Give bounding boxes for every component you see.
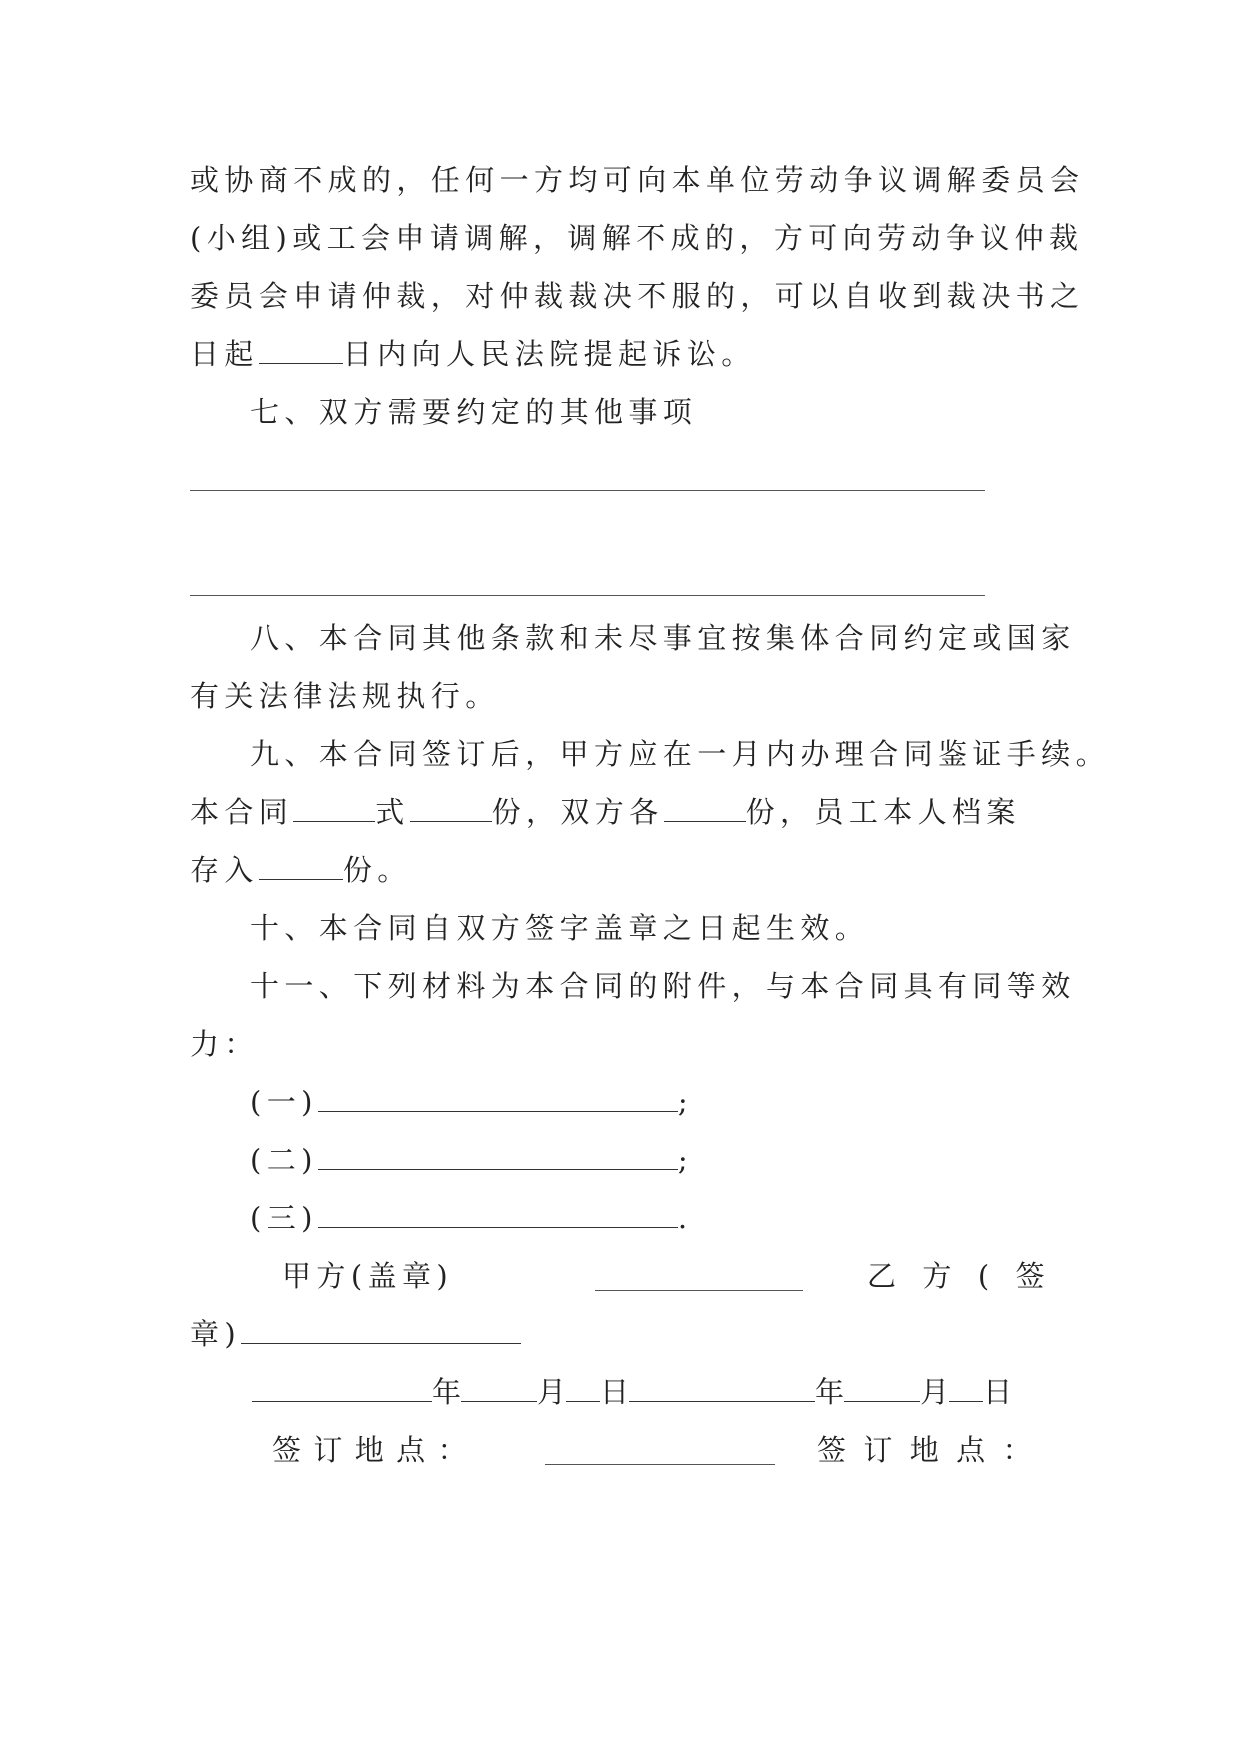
- char: 地: [909, 1433, 945, 1467]
- party-b-sign-blank[interactable]: [241, 1315, 521, 1344]
- char: 地: [354, 1433, 390, 1467]
- item-label: (三): [250, 1201, 318, 1235]
- party-a-label: [282, 1256, 454, 1296]
- days-blank[interactable]: [259, 335, 343, 364]
- paragraph-line: 九、本合同签订后，甲方应在一月内办理合同鉴证手续。: [250, 737, 1111, 771]
- section-heading: 七、双方需要约定的其他事项: [250, 395, 698, 429]
- year-blank[interactable]: [252, 1373, 432, 1402]
- copies-blank[interactable]: [410, 793, 492, 822]
- date-line: [252, 1372, 1012, 1412]
- day-blank[interactable]: [566, 1373, 600, 1402]
- paragraph-line: 委员会申请仲裁，对仲裁裁决不服的，可以自收到裁决书之: [190, 279, 1085, 313]
- day-blank[interactable]: [949, 1373, 983, 1402]
- text-segment: 份。: [342, 853, 412, 887]
- text-segment: 式: [375, 795, 410, 829]
- item-end: ;: [677, 1143, 693, 1177]
- month-label: 月: [537, 1375, 567, 1409]
- paragraph-line: (小组)或工会申请调解，调解不成的，方可向劳动争议仲裁: [190, 221, 1084, 255]
- char: (: [350, 1259, 368, 1293]
- attachment-item: [250, 1198, 692, 1238]
- char: 乙: [867, 1259, 902, 1293]
- attachment-item: [250, 1082, 693, 1122]
- text-segment: 份，双方各: [491, 795, 664, 829]
- char: 甲: [282, 1259, 317, 1293]
- paragraph-line: [190, 334, 756, 374]
- paragraph-line: 十、本合同自双方签字盖章之日起生效。: [250, 911, 870, 945]
- year-label: 年: [432, 1375, 462, 1409]
- copies-blank[interactable]: [293, 793, 375, 822]
- char: 订: [863, 1433, 898, 1467]
- char: 盖: [367, 1259, 402, 1293]
- month-blank[interactable]: [461, 1373, 537, 1402]
- char: 签: [272, 1433, 307, 1467]
- char: 章: [401, 1259, 437, 1293]
- signing-place-blank[interactable]: [545, 1464, 775, 1465]
- text-segment: 日起: [190, 337, 259, 371]
- paragraph-line: 十一、下列材料为本合同的附件，与本合同具有同等效: [250, 969, 1076, 1003]
- item-label: (一): [250, 1085, 318, 1119]
- char: 方: [316, 1259, 351, 1293]
- char: 订: [313, 1433, 348, 1467]
- char: ：: [1002, 1433, 1037, 1467]
- char: 签: [1015, 1259, 1050, 1293]
- year-blank[interactable]: [629, 1373, 815, 1402]
- signing-place-label: [817, 1430, 1037, 1470]
- item-label: (二): [250, 1143, 318, 1177]
- paragraph-line: 有关法律法规执行。: [190, 679, 500, 713]
- copies-blank[interactable]: [259, 851, 343, 880]
- char: (: [977, 1259, 995, 1293]
- attachment-blank[interactable]: [318, 1199, 678, 1228]
- item-end: .: [677, 1201, 693, 1235]
- text-segment: 存入: [190, 853, 259, 887]
- month-label: 月: [920, 1375, 950, 1409]
- attachment-blank[interactable]: [318, 1083, 678, 1112]
- paragraph-line: 力：: [190, 1027, 259, 1061]
- paragraph-line: [190, 1314, 521, 1354]
- month-blank[interactable]: [844, 1373, 920, 1402]
- paragraph-line: 八、本合同其他条款和未尽事宜按集体合同约定或国家: [250, 621, 1076, 655]
- copies-blank[interactable]: [664, 793, 746, 822]
- signing-place-label: [272, 1430, 472, 1470]
- char: 签: [817, 1433, 852, 1467]
- char: ): [436, 1259, 454, 1293]
- paragraph-line: [190, 850, 412, 890]
- attachment-item: [250, 1140, 693, 1180]
- blank-fill-line[interactable]: [190, 490, 985, 491]
- text-segment: 本合同: [190, 795, 294, 829]
- text-segment: 份，员工本人档案: [745, 795, 1021, 829]
- paragraph-line: [190, 792, 1021, 832]
- year-label: 年: [815, 1375, 845, 1409]
- day-label: 日: [600, 1375, 630, 1409]
- party-a-seal-blank[interactable]: [595, 1290, 803, 1291]
- text-segment: 章): [190, 1317, 242, 1351]
- char: ：: [437, 1433, 472, 1467]
- char: 点: [396, 1433, 431, 1467]
- char: 点: [956, 1433, 991, 1467]
- item-end: ;: [677, 1085, 693, 1119]
- attachment-blank[interactable]: [318, 1141, 678, 1170]
- blank-fill-line[interactable]: [190, 595, 985, 596]
- paragraph-line: 或协商不成的，任何一方均可向本单位劳动争议调解委员会: [190, 163, 1085, 197]
- char: 方: [922, 1259, 957, 1293]
- party-b-label: [867, 1256, 1050, 1296]
- text-segment: 日内向人民法院提起诉讼。: [342, 337, 756, 371]
- day-label: 日: [983, 1375, 1013, 1409]
